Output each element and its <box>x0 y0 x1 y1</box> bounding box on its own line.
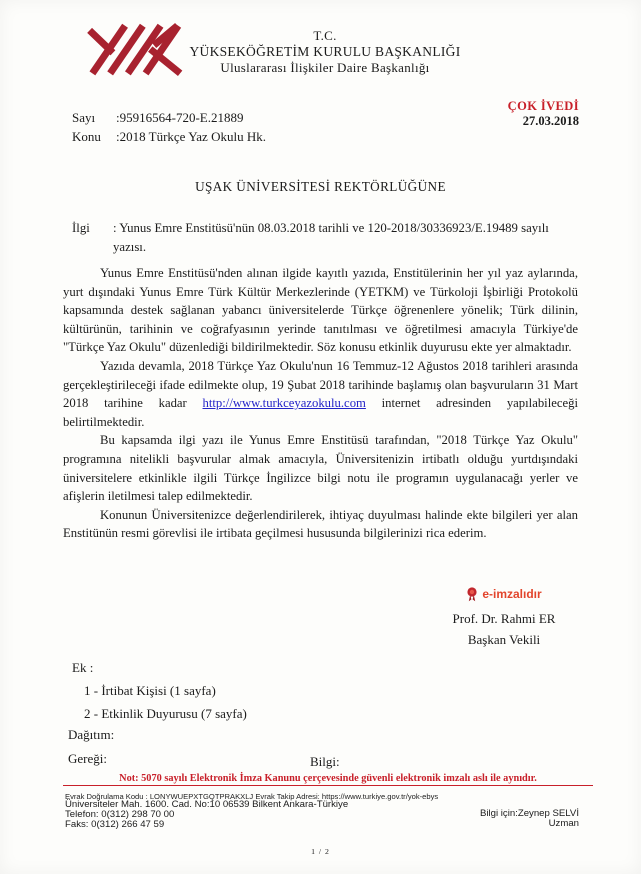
seal-icon <box>466 587 478 602</box>
letterhead <box>155 28 495 76</box>
paragraph-2-text-after: internet adresinden yapılabileceği belirtilmektedir. <box>63 396 578 429</box>
paragraph-4: Konunun Üniversitenizce değerlendirilerek, ihtiyaç duyulması halinde ekte bilgileri yer alan Enstitünün resmi görevlisi ile irtibata geçilmesi hususunda bilgilerinizi rica ederim. <box>63 507 578 541</box>
konu-label: Konu <box>72 129 101 144</box>
attachment-item: 1 - İrtibat Kişisi (1 sayfa) <box>84 683 216 698</box>
ilgi-label: İlgi <box>72 221 90 235</box>
letterhead-dept: Uluslararası İlişkiler Daire Başkanlığı <box>220 60 430 75</box>
paragraph-1: Yunus Emre Enstitüsü'nden alınan ilgide kayıtlı yazıda, Enstitülerinin her yıl yaz aylarında, yurt dışındaki Yunus Emre Türk Kültür Merkezlerinde (YETKM) ve Türkoloji İşbirliği Protokolü kapsamında destek sağlanan yabancı üniversitelerde Türkçe öğrenenlere yönelik; Türk dilinin, kültürünün, tarihinin ve coğrafyasının yerinde tanıtılması ve öğretilmesi amacıyla Türkiye'de "Türkçe Yaz Okulu" düzenlediği bildirilmektedir. Söz konusu etkinlik duyurusu ekte yer almaktadır. <box>63 266 578 355</box>
paragraph-3: Bu kapsamda ilgi yazı ile Yunus Emre Enstitüsü tarafından, "2018 Türkçe Yaz Okulu" programına nitelikli başvurular almak amacıyla, Üniversitenizin irtibatlı olduğu yurtdışındaki üniversitelere etkinlikle ilgili Türkçe İngilizce bilgi notu ile programın uygulanacağı yerler ve afişlerin iletilmesi talep edilmektedir. <box>63 433 578 504</box>
distribution-label: Dağıtım: <box>68 727 115 742</box>
geregi-label: Gereği: <box>68 751 107 766</box>
esign-row <box>466 584 541 605</box>
footer-contact-title: Uzman <box>548 817 579 829</box>
esign-label: e-imzalıdır <box>482 587 542 601</box>
application-url-link[interactable]: http://www.turkceyazokulu.com <box>202 396 366 411</box>
ilgi-text: : Yunus Emre Enstitüsü'nün 08.03.2018 tarihli ve 120-2018/30336923/E.19489 sayılı yazısı. <box>113 221 549 254</box>
page-number: 1 / 2 <box>311 847 330 856</box>
signature-block <box>388 584 620 650</box>
addressee: UŞAK ÜNİVERSİTESİ REKTÖRLÜĞÜNE <box>195 179 446 194</box>
sayi-value: :95916564-720-E.21889 <box>116 110 244 125</box>
urgency-block <box>508 99 579 129</box>
verification-line: Evrak Doğrulama Kodu : LONYWUEPXTGQTPRAKXLJ Evrak Takip Adresi: https://www.turkiye.gov.tr/yok-ebys <box>65 792 439 801</box>
signer-name: Prof. Dr. Rahmi ER <box>452 611 556 626</box>
attachment-item: 2 - Etkinlik Duyurusu (7 sayfa) <box>84 706 247 721</box>
reference-line <box>72 219 552 257</box>
paragraph-2 <box>63 357 578 431</box>
attachments-label: Ek : <box>72 660 94 675</box>
document-date: 27.03.2018 <box>522 114 579 128</box>
bilgi-label: Bilgi: <box>310 754 340 769</box>
paragraph-2-text-before: Yazıda devamla, 2018 Türkçe Yaz Okulu'nun 16 Temmuz-12 Ağustos 2018 tarihleri arasında gerçekleştirileceği ifade edilmekte olup, 19 Şubat 2018 tarihinde başlamış olan başvuruların 31 Mart 2018 tarihine kadar <box>63 358 578 411</box>
attachments-block <box>72 656 247 725</box>
sayi-label: Sayı <box>72 110 96 125</box>
footer-phone: Telefon: 0(312) 298 70 00 <box>65 808 175 820</box>
urgency-label: ÇOK İVEDİ <box>507 99 579 113</box>
footer-address-block <box>65 800 348 829</box>
footer-fax: Faks: 0(312) 266 47 59 <box>65 818 165 830</box>
letter-body <box>63 264 578 543</box>
document-meta <box>72 108 266 146</box>
letterhead-country: T.C. <box>313 28 337 43</box>
letterhead-org: YÜKSEKÖĞRETİM KURULU BAŞKANLIĞI <box>189 44 461 59</box>
konu-value: :2018 Türkçe Yaz Okulu Hk. <box>116 129 266 144</box>
footer-contact: Bilgi için:Zeynep SELVİ <box>479 808 579 819</box>
footer-contact-block <box>480 809 579 829</box>
legal-note: Not: 5070 sayılı Elektronik İmza Kanunu çerçevesinde güvenli elektronik imzalı aslı ile aynıdır. <box>63 773 593 786</box>
signer-title: Başkan Vekili <box>467 632 541 647</box>
footer-address: Üniversiteler Mah. 1600. Cad. No:10 06539 Bilkent Ankara-Türkiye <box>65 799 349 810</box>
